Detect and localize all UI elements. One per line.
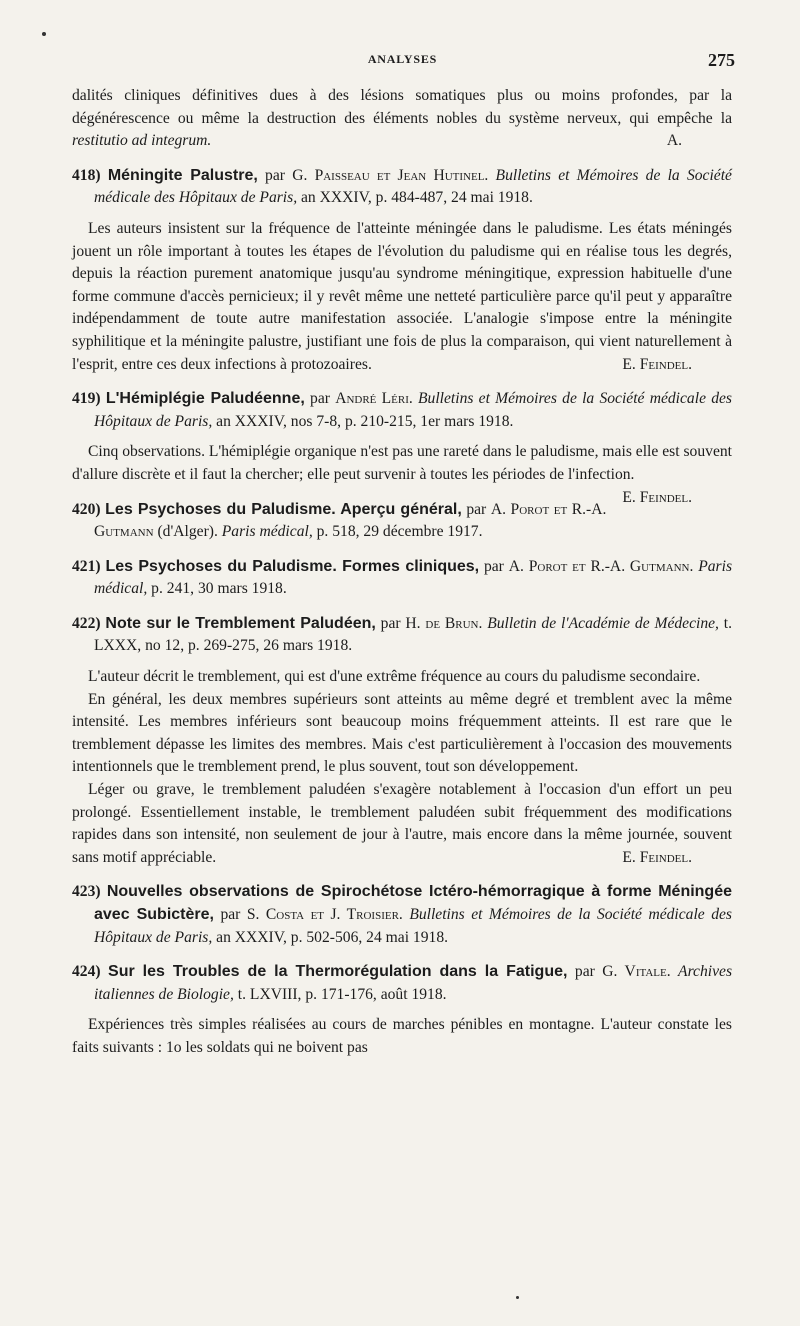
entry-reference: t. LXVIII, p. 171-176, août 1918.: [237, 985, 447, 1003]
entry-paragraph: L'auteur décrit le tremblement, qui est d'une extrême fréquence au cours du paludisme secondaire.: [88, 668, 701, 686]
running-title: ANALYSES: [367, 52, 438, 66]
entry-journal: Archives italiennes de Biologie,: [94, 963, 733, 1003]
entry-number: 424): [72, 963, 101, 981]
entry-paragraph: En général, les deux membres supérieurs sont atteints au même degré et tremblent avec la même intensité. Les membres inférieurs sont beaucoup moins fréquemment atteints. Il est rare que le tremblement dépasse les limites des membres. Mais c'est particulièrement à l'occasion des mouvements intentionnels que le tremblement prend, le plus souvent, tout son développement.: [72, 690, 732, 776]
entry-reference: p. 241, 30 mars 1918.: [151, 580, 287, 598]
entry-by: par: [310, 390, 330, 408]
entry-authors: G. Paisseau et Jean Hutinel.: [292, 166, 489, 184]
entry-journal: Bulletin de l'Académie de Médecine,: [487, 614, 719, 632]
entry-by: par: [574, 963, 595, 981]
entry-authors: S. Costa et J. Troisier.: [246, 906, 403, 923]
entry-journal: Bulletins et Mémoires de la Société médicale des Hôpitaux de Paris,: [94, 906, 732, 946]
paragraph-text: Léger ou grave, le tremblement paludéen s'exagère notablement à l'occasion d'un effort un peu prolongé. Essentiellement instable, le tremblement paludéen subit fréquemment des modifications rapides dans son intensité, non seulement de jour à l'autre, mais encore dans la même journée, souvent sans motif appréciable.: [72, 781, 732, 866]
entry-heading: [72, 961, 732, 1006]
entry-422: [72, 613, 732, 870]
continuation-signature: A.: [666, 132, 682, 150]
entry-paragraph: [72, 441, 732, 506]
entry-signature: E. Feindel.: [622, 848, 692, 866]
ink-speck: [516, 1296, 519, 1299]
entry-authors: H. de Brun.: [405, 614, 483, 632]
entry-title: Nouvelles observations de Spirochétose Ictéro-hémorragique à forme Méningée avec Subictère,: [94, 883, 733, 923]
running-header: [70, 50, 735, 74]
entry-424: [72, 961, 732, 1059]
entry-number: 423): [72, 883, 101, 901]
entry-heading: [72, 165, 732, 210]
entry-heading: [72, 613, 732, 658]
paragraph-text: Cinq observations. L'hémiplégie organique n'est pas une rareté dans le paludisme, mais elle est souvent d'allure discrète et il faut la chercher; elle peut survenir à toutes les périodes de l'infection.: [72, 443, 732, 483]
entry-419: [72, 388, 732, 506]
entry-signature: E. Feindel.: [622, 355, 692, 373]
continuation-text: dalités cliniques définitives dues à des lésions somatiques plus ou moins profondes, par la dégénérescence ou même la destruction des éléments nobles du système nerveux, qui empêche la: [72, 87, 732, 127]
entry-title: Les Psychoses du Paludisme. Formes cliniques,: [105, 557, 480, 575]
entry-title: Sur les Troubles de la Thermorégulation dans la Fatigue,: [108, 963, 568, 981]
entry-authors: G. Vitale.: [602, 963, 671, 981]
page-body: [72, 85, 732, 1060]
entry-heading: [72, 556, 732, 601]
entry-reference: an XXXIV, p. 502-506, 24 mai 1918.: [216, 928, 449, 946]
entry-signature: E. Feindel.: [622, 488, 692, 506]
page-number: 275: [708, 50, 735, 70]
entry-journal: Bulletins et Mémoires de la Société médicale des Hôpitaux de Paris,: [94, 166, 732, 207]
entry-title: L'Hémiplégie Paludéenne,: [105, 390, 305, 408]
entry-paragraph: [72, 218, 732, 376]
entry-extra: (d'Alger).: [157, 523, 218, 541]
entry-title: Les Psychoses du Paludisme. Aperçu général,: [105, 500, 462, 518]
entry-423: [72, 881, 732, 949]
entry-title: Méningite Palustre,: [107, 166, 258, 184]
entry-by: par: [380, 614, 401, 632]
entry-heading: [72, 881, 732, 949]
ink-speck: [42, 32, 46, 36]
entry-by: par: [220, 906, 241, 923]
entry-number: 419): [72, 390, 101, 408]
entry-reference: an XXXIV, nos 7-8, p. 210-215, 1er mars 1918.: [216, 412, 514, 430]
paragraph-text: Les auteurs insistent sur la fréquence de l'atteinte méningée dans le paludisme. Les états méningés jouent un rôle important à toutes les étapes de l'évolution du paludisme qui en réalise tous les degrés, depuis la réaction purement anatomique jusqu'au syndrome méningitique, expression habituelle d'une forme commune d'accès pernicieux; il y revêt même une netteté particulière parce qu'il peut y apparaître indépendamment de toute autre manifestation associée. L'analogie s'impose entre la méningite syphilitique et la méningite palustre, justifiant une fois de plus la comparaison, qui vient naturellement à l'esprit, entre ces deux infections à protozoaires.: [72, 219, 732, 373]
entry-authors: A. Porot et R.-A. Gutmann.: [508, 557, 694, 575]
entry-number: 420): [72, 500, 101, 518]
entry-paragraph: Expériences très simples réalisées au cours de marches pénibles en montagne. L'auteur constate les faits suivants : 1o les soldats qui ne boivent pas: [72, 1016, 732, 1056]
continuation-paragraph: [72, 85, 732, 153]
entry-heading: [72, 388, 732, 433]
continuation-latin: restitutio ad integrum.: [72, 132, 212, 150]
entry-by: par: [483, 557, 504, 575]
entry-418: [72, 165, 732, 376]
entry-by: par: [466, 500, 487, 518]
entry-journal: Paris médical,: [94, 557, 733, 598]
entry-authors: A. Porot et R.-A. Gutmann: [94, 500, 607, 541]
entry-number: 418): [72, 166, 101, 184]
entry-reference: p. 518, 29 décembre 1917.: [316, 523, 483, 541]
entry-421: [72, 556, 732, 601]
entry-reference: t. LXXX, no 12, p. 269-275, 26 mars 1918.: [94, 614, 733, 655]
entry-paragraph: [72, 779, 732, 869]
entry-authors: André Léri.: [335, 390, 413, 408]
entry-journal: Bulletins et Mémoires de la Société médicale des Hôpitaux de Paris,: [94, 390, 732, 430]
entry-reference: an XXXIV, p. 484-487, 24 mai 1918.: [301, 189, 533, 207]
entry-title: Note sur le Tremblement Paludéen,: [105, 614, 376, 632]
entry-number: 422): [72, 614, 101, 632]
entry-journal: Paris médical,: [221, 523, 313, 541]
entry-by: par: [265, 166, 285, 184]
entry-number: 421): [72, 557, 101, 575]
